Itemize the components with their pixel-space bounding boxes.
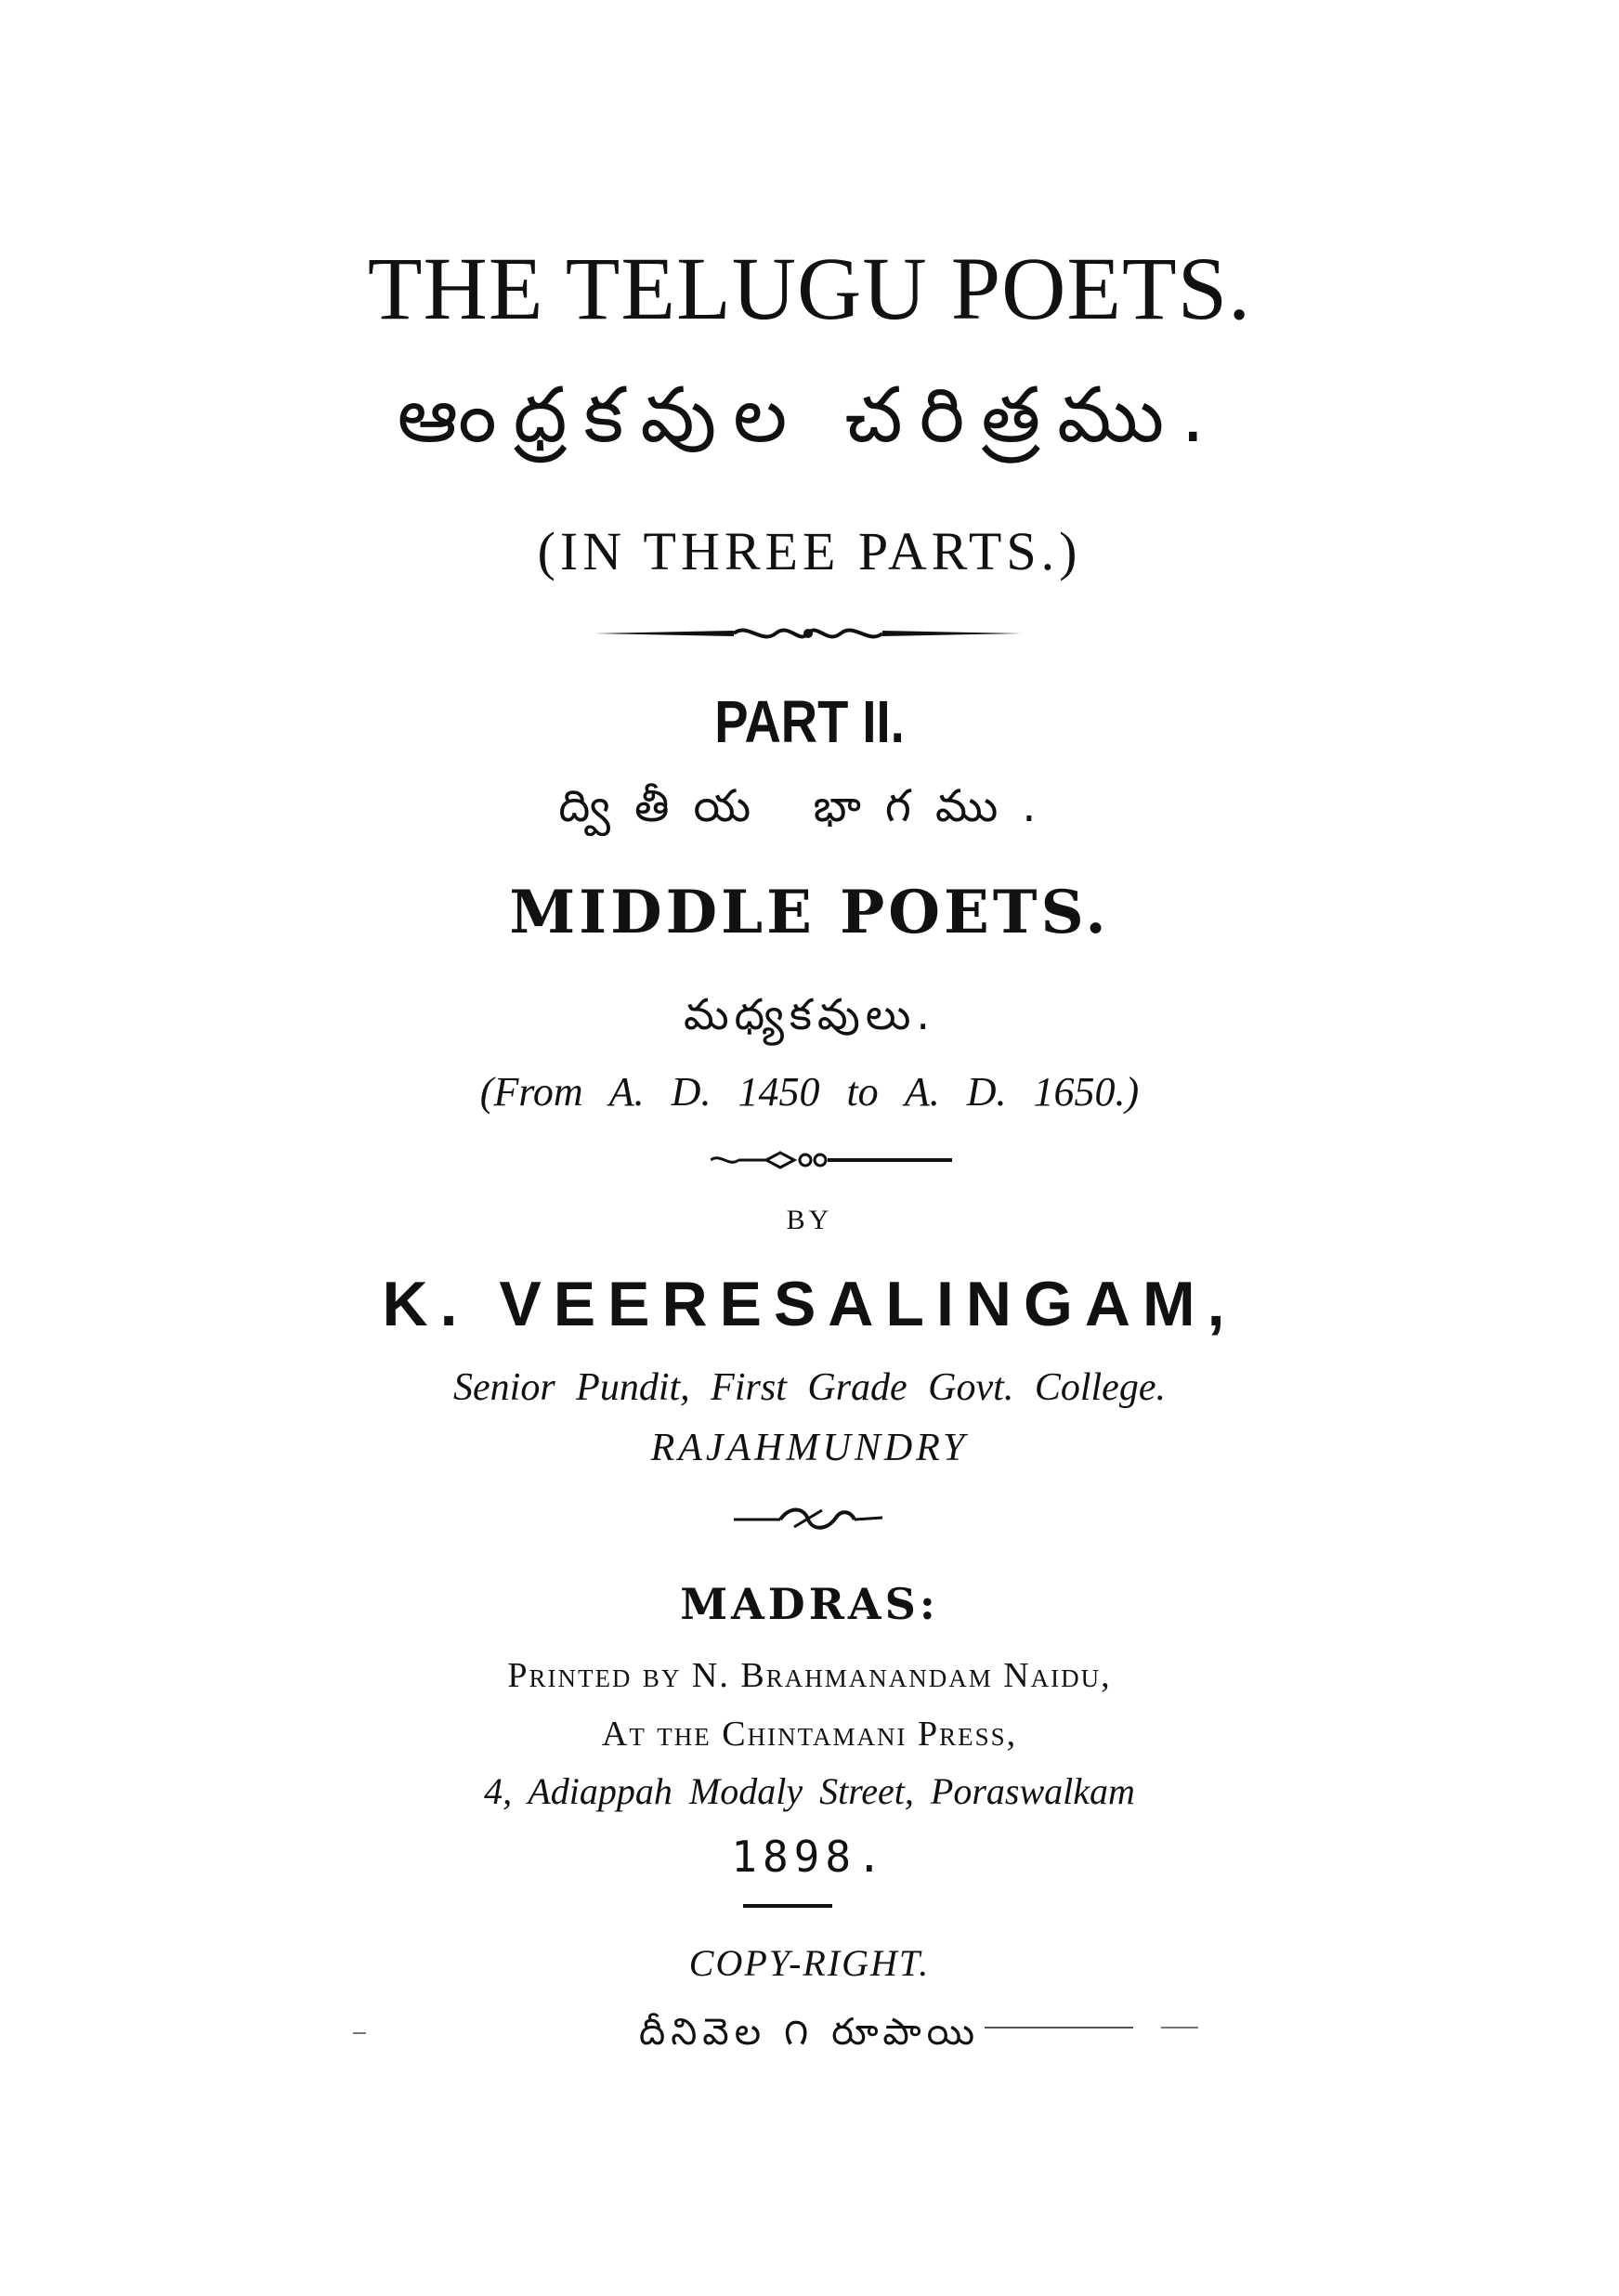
- section-telugu: మధ్యకవులు.: [684, 989, 935, 1039]
- date-range: (From A. D. 1450 to A. D. 1650.): [479, 1069, 1140, 1115]
- imprint-address: 4, Adiappah Modaly Street, Poraswalkam: [484, 1770, 1135, 1812]
- price-line: దీనివెల ౧ రూపాయి: [638, 2011, 981, 2054]
- imprint-press: At the Chintamani Press,: [601, 1715, 1018, 1754]
- short-rule: [743, 1904, 832, 1908]
- telugu-title: ఆంధ్రకవుల చరిత్రము.: [397, 372, 1222, 460]
- ornament-divider-small-icon: [711, 1150, 952, 1170]
- part-telugu: ద్వితీయ భాగము.: [558, 780, 1061, 832]
- author-city: RAJAHMUNDRY: [650, 1427, 969, 1469]
- parts-subtitle: (IN THREE PARTS.): [537, 521, 1082, 581]
- author-name: K. VEERESALINGAM,: [382, 1269, 1237, 1339]
- stray-mark: [353, 2032, 366, 2034]
- author-designation: Senior Pundit, First Grade Govt. College.: [453, 1366, 1166, 1409]
- stray-mark: [1161, 2027, 1198, 2029]
- ornament-flourish-icon: [734, 1505, 882, 1533]
- imprint-printer: Printed by N. Brahmanandam Naidu,: [507, 1656, 1112, 1695]
- main-title: THE TELUGU POETS.: [367, 239, 1252, 338]
- imprint-year: 1898.: [731, 1832, 888, 1882]
- section-title: MIDDLE POETS.: [509, 878, 1110, 947]
- part-label: PART II.: [714, 688, 905, 755]
- by-line: BY: [786, 1205, 833, 1235]
- stray-mark: [985, 2027, 1133, 2029]
- imprint-place: MADRAS:: [680, 1579, 939, 1629]
- ornament-divider-icon: [594, 620, 1022, 646]
- copyright-notice: COPY-RIGHT.: [688, 1942, 931, 1984]
